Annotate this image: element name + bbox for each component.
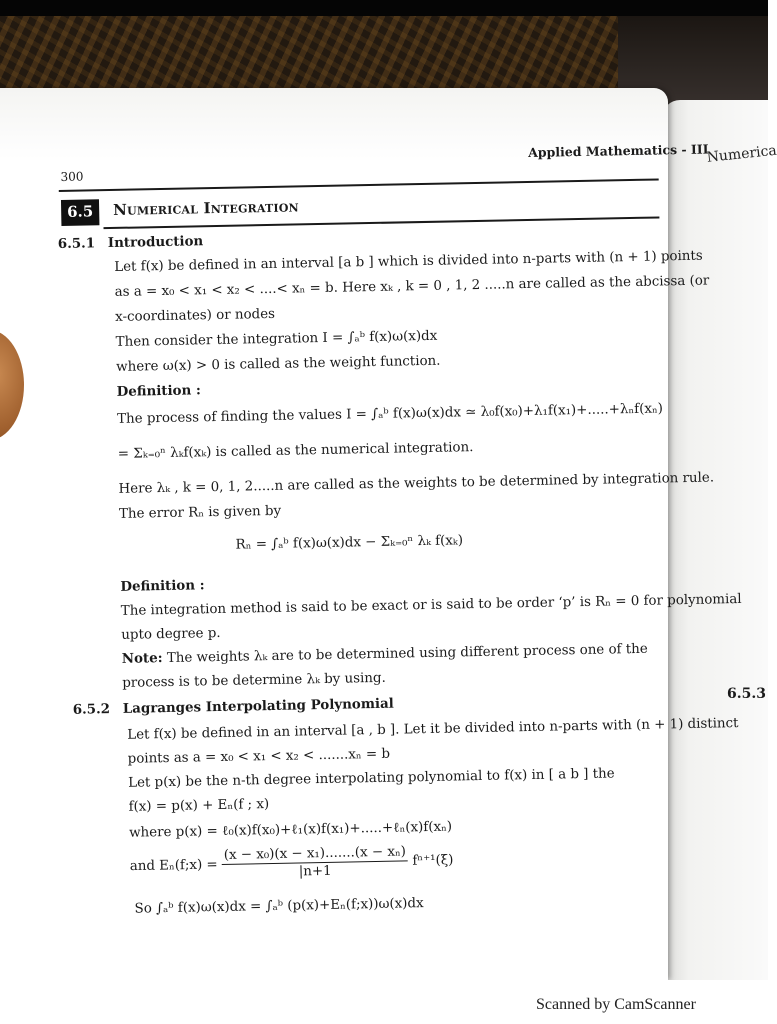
text-line: where p(x) = ℓ₀(x)f(x₀)+ℓ₁(x)f(x₁)+.....+ℓₙ(x)f(xₙ) — [128, 819, 453, 841]
text-line: as a = x₀ < x₁ < x₂ < ....< xₙ = b. Here xₖ , k = 0 , 1, 2 .....n are called as the abcissa (or — [114, 273, 710, 300]
subsection-title: Introduction — [107, 233, 204, 252]
equation-suffix: fⁿ⁺¹(ξ) — [412, 852, 454, 869]
next-page-section-number: 6.5.3 — [727, 686, 766, 702]
text-line: upto degree p. — [121, 625, 221, 643]
subsection-heading — [73, 696, 394, 720]
text-line: Then consider the integration I = ∫ₐᵇ f(x)ω(x)dx — [115, 328, 438, 350]
text-line: The error Rₙ is given by — [118, 503, 282, 522]
text-line: process is to be determine λₖ by using. — [122, 670, 386, 691]
top-dark-edge — [0, 0, 768, 16]
header-rule — [59, 178, 659, 192]
text-line: x-coordinates) or nodes — [115, 306, 276, 325]
text-line: points as a = x₀ < x₁ < x₂ < .......xₙ = b — [127, 746, 391, 767]
scanner-watermark: Scanned by CamScanner — [536, 996, 696, 1013]
fraction-numerator: (x − x₀)(x − x₁).......(x − xₙ) — [222, 843, 409, 865]
text-line: The process of finding the values I = ∫ₐᵇ f(x)ω(x)dx ≃ λ₀f(x₀)+λ₁f(x₁)+.....+λₙf(xₙ) — [117, 401, 664, 427]
page-number: 300 — [60, 169, 84, 184]
subsection-title: Lagranges Interpolating Polynomial — [122, 695, 394, 717]
section-badge: 6.5 — [61, 199, 99, 226]
subsection-number: 6.5.2 — [72, 701, 111, 718]
error-equation — [129, 843, 453, 885]
next-page-header: Numerica — [706, 142, 777, 166]
equation-prefix: and Eₙ(f;x) = — [129, 857, 218, 875]
text-line: Let f(x) be defined in an interval [a b ] which is divided into n-parts with (n + 1) points — [114, 248, 703, 275]
definition-label: Definition : — [116, 382, 202, 400]
fraction-denominator: |n+1 — [298, 864, 332, 880]
text-line: Let p(x) be the n-th degree interpolating polynomial to f(x) in [ a b ] the — [128, 766, 615, 791]
text-line: Let f(x) be defined in an interval [a , b ]. Let it be divided into n-parts with (n + 1) distinct — [127, 716, 739, 743]
definition-label: Definition : — [120, 577, 205, 595]
note-line — [122, 641, 648, 669]
text-line: = Σₖ₌₀ⁿ λₖf(xₖ) is called as the numerical integration. — [117, 440, 474, 462]
text-line: Here λₖ , k = 0, 1, 2.....n are called as the weights to be determined by integration rule. — [118, 470, 715, 497]
text-line: So ∫ₐᵇ f(x)ω(x)dx = ∫ₐᵇ (p(x)+Eₙ(f;x))ω(x)dx — [134, 896, 424, 917]
text-line: f(x) = p(x) + Eₙ(f ; x) — [128, 797, 270, 815]
page-content — [57, 138, 742, 930]
running-head: Applied Mathematics - III — [527, 141, 709, 160]
subsection-number: 6.5.1 — [57, 235, 96, 253]
section-title: Numerical Integration — [112, 197, 299, 219]
fraction — [222, 843, 409, 882]
note-label: Note: — [121, 650, 163, 667]
note-text: The weights λₖ are to be determined using different process one of the — [166, 641, 648, 667]
equation: Rₙ = ∫ₐᵇ f(x)ω(x)dx − Σₖ₌₀ⁿ λₖ f(xₖ) — [235, 533, 464, 553]
text-line: The integration method is said to be exact or is said to be order ‘p’ is Rₙ = 0 for polynomial — [120, 591, 742, 619]
text-line: where ω(x) > 0 is called as the weight function. — [116, 353, 441, 375]
subsection-heading — [58, 233, 204, 253]
